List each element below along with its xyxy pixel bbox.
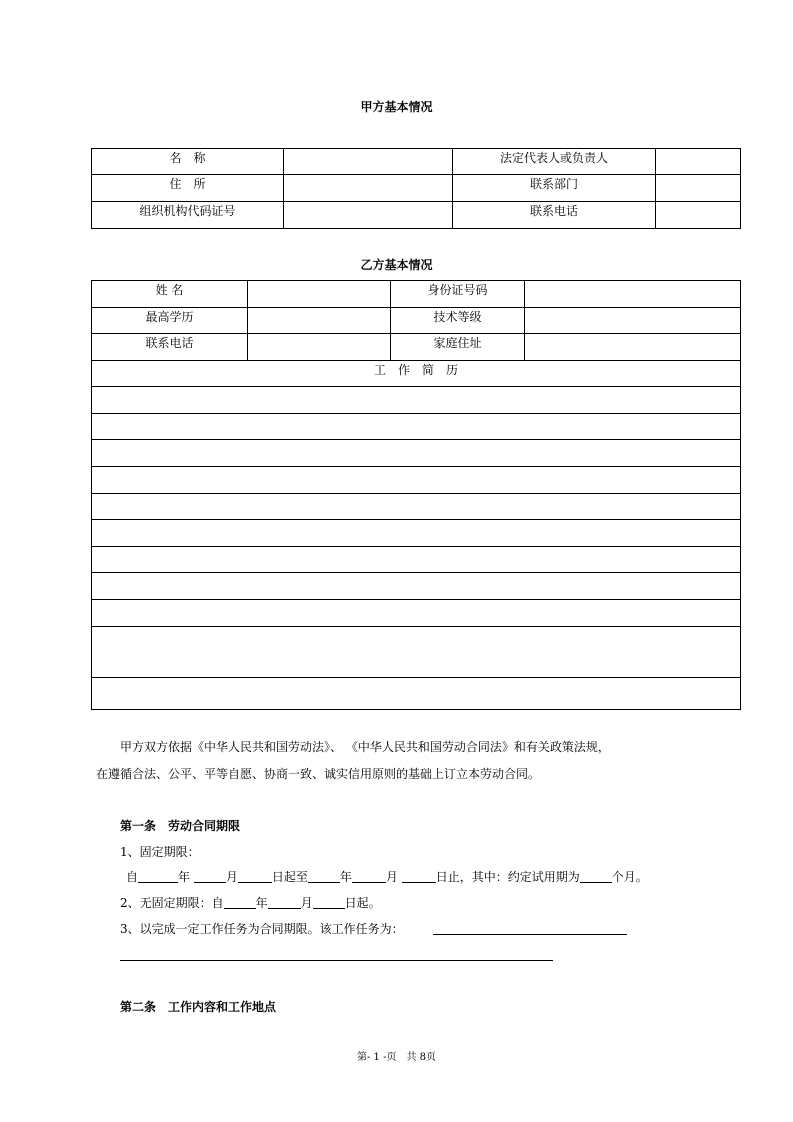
- party-a-rep-value[interactable]: [656, 149, 741, 175]
- party-a-org-code-label: 组织机构代码证号: [92, 202, 284, 229]
- article-1-item-1: 1、固定期限：: [120, 845, 200, 859]
- task-blank-line-1[interactable]: [433, 934, 627, 935]
- party-a-name-value[interactable]: [284, 149, 453, 175]
- open-start-year-blank[interactable]: [224, 896, 256, 909]
- work-history-row[interactable]: [92, 494, 741, 520]
- geyue-text: 个月。: [611, 870, 648, 884]
- start-day-blank[interactable]: [238, 870, 272, 883]
- party-a-title: 甲方基本情况: [360, 100, 433, 114]
- work-history-row[interactable]: [92, 467, 741, 494]
- party-b-skill-label: 技术等级: [391, 308, 525, 334]
- party-b-home-value[interactable]: [525, 334, 741, 361]
- party-b-name-label: 姓 名: [92, 281, 248, 308]
- party-a-phone-label: 联系电话: [453, 202, 656, 229]
- party-b-id-value[interactable]: [525, 281, 741, 308]
- work-history-header: 工 作 简 历: [92, 361, 741, 387]
- start-year-blank[interactable]: [138, 870, 178, 883]
- article-2-heading: 第二条 工作内容和工作地点: [120, 1000, 277, 1014]
- party-a-rep-label: 法定代表人或负责人: [453, 149, 656, 175]
- work-history-row[interactable]: [92, 678, 741, 710]
- party-b-education-value[interactable]: [248, 308, 391, 334]
- party-a-address-value[interactable]: [284, 175, 453, 202]
- yue2-text: 月: [385, 870, 398, 884]
- start-month-blank[interactable]: [194, 870, 226, 883]
- item-2-nian: 年: [255, 896, 268, 910]
- party-b-education-label: 最高学历: [92, 308, 248, 334]
- party-b-id-label: 身份证号码: [391, 281, 525, 308]
- nian-text: 年: [178, 870, 191, 884]
- party-b-table: [91, 280, 741, 710]
- work-history-row[interactable]: [92, 414, 741, 440]
- item-2-yue: 月: [300, 896, 313, 910]
- party-b-phone-label: 联系电话: [92, 334, 248, 361]
- riqizhi-text: 日起至: [271, 870, 308, 884]
- intro-line-2: 在遵循合法、公平、平等自愿、协商一致、诚实信用原则的基础上订立本劳动合同。: [96, 767, 541, 781]
- party-a-address-label: 住 所: [92, 175, 284, 202]
- item-2-prefix: 2、无固定期限：自: [120, 896, 224, 910]
- page-footer: 第- 1 -页 共 8页: [356, 1052, 437, 1063]
- party-a-dept-value[interactable]: [656, 175, 741, 202]
- work-history-row[interactable]: [92, 573, 741, 600]
- work-history-row[interactable]: [92, 600, 741, 627]
- work-history-row[interactable]: [92, 627, 741, 678]
- end-day-blank[interactable]: [402, 870, 436, 883]
- party-b-home-label: 家庭住址: [391, 334, 525, 361]
- article-1-heading: 第一条 劳动合同期限: [120, 819, 241, 833]
- party-b-skill-value[interactable]: [525, 308, 741, 334]
- article-1-fixed-term-line: [126, 868, 648, 885]
- work-history-row[interactable]: [92, 520, 741, 547]
- work-history-row[interactable]: [92, 440, 741, 467]
- party-a-org-code-value[interactable]: [284, 202, 453, 229]
- rizhi-text: 日止，其中：约定试用期为: [435, 870, 580, 884]
- yue-text: 月: [225, 870, 238, 884]
- party-a-name-label: 名 称: [92, 149, 284, 175]
- probation-months-blank[interactable]: [580, 870, 612, 883]
- party-b-title: 乙方基本情况: [360, 258, 433, 272]
- article-1-item-2: [120, 894, 381, 911]
- work-history-row[interactable]: [92, 547, 741, 573]
- end-year-blank[interactable]: [308, 870, 340, 883]
- open-start-month-blank[interactable]: [268, 896, 301, 909]
- party-a-dept-label: 联系部门: [453, 175, 656, 202]
- end-month-blank[interactable]: [352, 870, 386, 883]
- zi-text: 自: [126, 870, 139, 884]
- party-b-name-value[interactable]: [248, 281, 391, 308]
- party-a-phone-value[interactable]: [656, 202, 741, 229]
- work-history-row[interactable]: [92, 387, 741, 414]
- open-start-day-blank[interactable]: [313, 896, 345, 909]
- article-1-item-3: [120, 920, 404, 937]
- item-3-text: 3、以完成一定工作任务为合同期限。该工作任务为：: [120, 922, 404, 936]
- item-2-riqi: 日起。: [344, 896, 381, 910]
- intro-line-1: 甲方双方依据《中华人民共和国劳动法》、 《中华人民共和国劳动合同法》和有关政策法规，: [120, 740, 610, 754]
- party-b-phone-value[interactable]: [248, 334, 391, 361]
- task-blank-line-2[interactable]: [120, 960, 553, 961]
- party-a-table: [91, 148, 741, 229]
- nian2-text: 年: [339, 870, 352, 884]
